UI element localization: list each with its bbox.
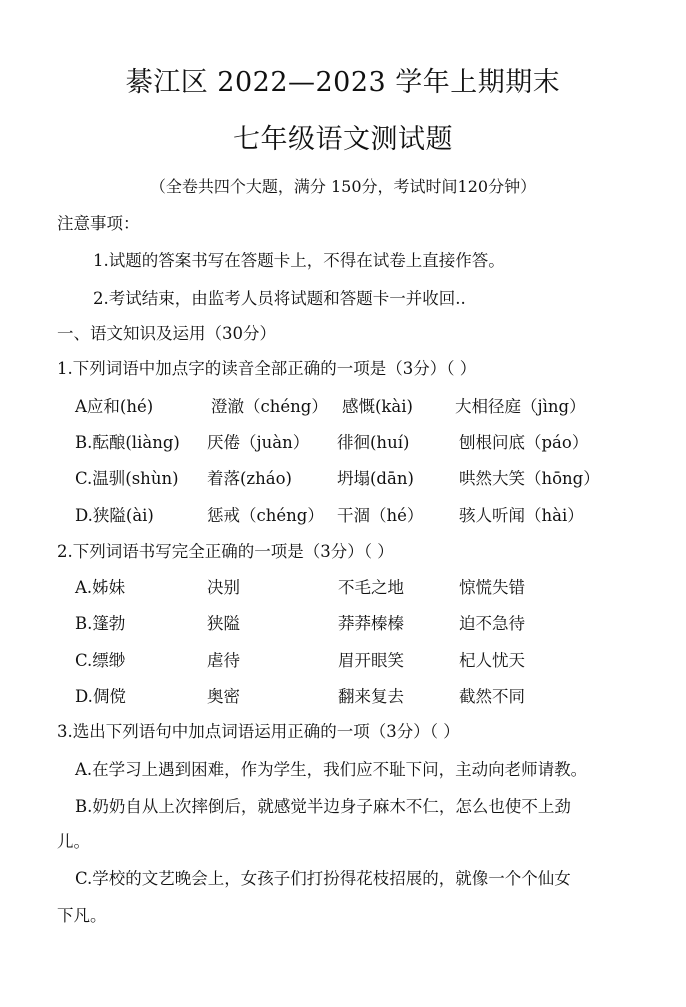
q3-option-c-continued: 下凡。	[57, 906, 107, 925]
q1-option-d-4: 骇人听闻（hài）	[459, 506, 584, 525]
q1-option-a-2: 澄澈（chéng）	[211, 397, 328, 416]
section-heading: 一、语文知识及运用（30分）	[57, 324, 276, 343]
q2-option-c-2: 虐待	[207, 651, 240, 670]
q2-option-b-2: 狭隘	[207, 614, 240, 633]
q2-option-d-3: 翻来复去	[338, 687, 404, 706]
q2-option-a-4: 惊慌失错	[459, 578, 525, 597]
q1-option-d-2: 惩戒（chéng）	[207, 506, 324, 525]
q2-option-c-4: 杞人忧天	[459, 651, 525, 670]
question-3-stem: 3.选出下列语句中加点词语运用正确的一项（3分）（ ）	[57, 722, 460, 741]
q2-option-c-3: 眉开眼笑	[338, 651, 404, 670]
exam-info: （全卷共四个大题，满分 150分，考试时间120分钟）	[149, 177, 537, 196]
exam-title: 綦江区 2022—2023 学年上期期末	[125, 67, 561, 98]
question-2-stem: 2.下列词语书写完全正确的一项是（3分）（ ）	[57, 542, 394, 561]
q2-option-a-1: A.姊妹	[75, 578, 126, 597]
q2-option-b-1: B.篷勃	[75, 614, 126, 633]
q1-option-c-4: 哄然大笑（hōng）	[459, 469, 600, 488]
q2-option-d-1: D.倜傥	[75, 687, 126, 706]
q2-option-c-1: C.缥缈	[75, 651, 126, 670]
q1-option-a-3: 感慨(kài)	[342, 397, 413, 416]
q3-option-b: B.奶奶自从上次摔倒后，就感觉半边身子麻木不仁，怎么也使不上劲	[75, 797, 571, 816]
q1-option-c-2: 着落(zháo)	[207, 469, 292, 488]
q1-option-d-1: D.狭隘(ài)	[75, 506, 154, 525]
q3-option-a: A.在学习上遇到困难，作为学生，我们应不耻下问，主动向老师请教。	[75, 760, 588, 779]
q1-option-a-1: A应和(hé)	[75, 397, 154, 416]
note-item-2: 2.考试结束，由监考人员将试题和答题卡一并收回..	[93, 289, 466, 308]
notes-heading: 注意事项：	[57, 214, 140, 233]
q2-option-a-2: 决别	[207, 578, 240, 597]
note-item-1: 1.试题的答案书写在答题卡上，不得在试卷上直接作答。	[93, 251, 505, 270]
q1-option-b-1: B.酝酿(liàng)	[75, 433, 180, 452]
q1-option-c-1: C.温驯(shùn)	[75, 469, 179, 488]
q2-option-a-3: 不毛之地	[338, 578, 404, 597]
q1-option-d-3: 干涸（hé）	[337, 506, 424, 525]
q2-option-b-3: 莽莽榛榛	[338, 614, 404, 633]
q1-option-b-3: 徘徊(huí)	[337, 433, 410, 452]
q2-option-b-4: 迫不急待	[459, 614, 525, 633]
q2-option-d-2: 奥密	[207, 687, 240, 706]
q2-option-d-4: 截然不同	[459, 687, 525, 706]
q1-option-c-3: 坍塌(dān)	[337, 469, 414, 488]
q3-option-c: C.学校的文艺晚会上，女孩子们打扮得花枝招展的，就像一个个仙女	[75, 869, 571, 888]
exam-subject-title: 七年级语文测试题	[233, 124, 453, 155]
q3-option-b-continued: 儿。	[57, 832, 90, 851]
q1-option-a-4: 大相径庭（jìng）	[455, 397, 586, 416]
q1-option-b-4: 刨根问底（páo）	[459, 433, 589, 452]
question-1-stem: 1.下列词语中加点字的读音全部正确的一项是（3分）（ ）	[57, 359, 477, 378]
q1-option-b-2: 厌倦（juàn）	[207, 433, 310, 452]
